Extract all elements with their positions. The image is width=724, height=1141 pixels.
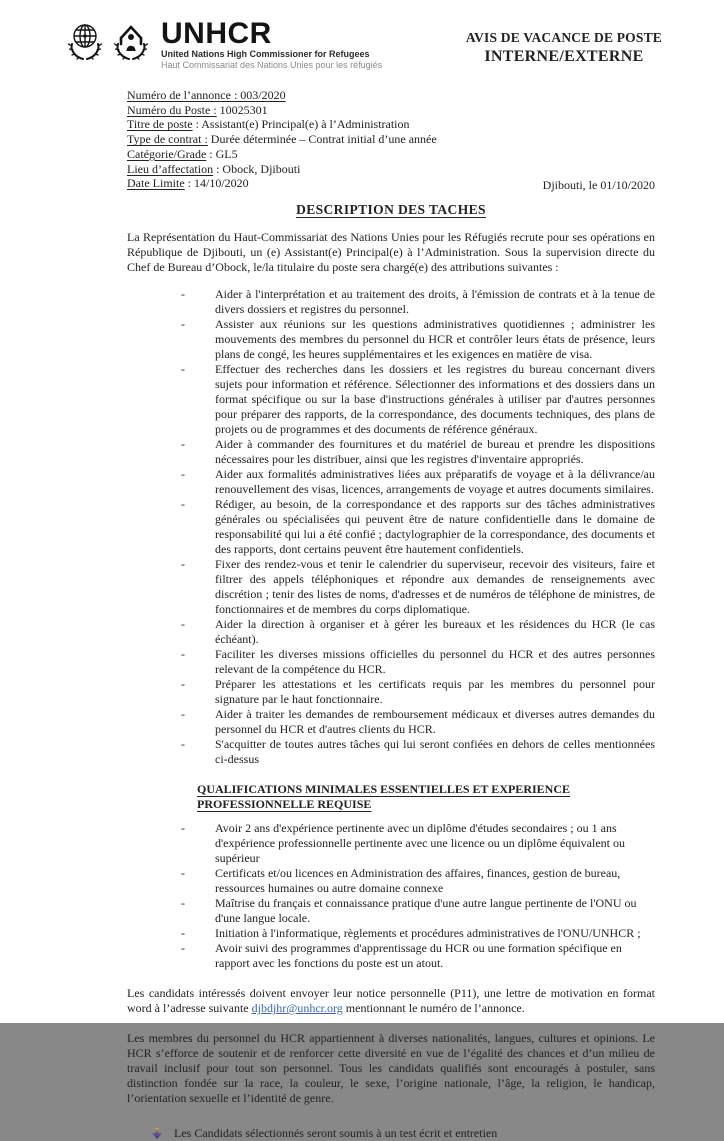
task-item: - Fixer des rendez-vous et tenir le calendrier du superviseur, recevoir des visiteurs, faire et filtrer des appels téléphoniques et répondre aux demandes de renseignements avec discrétion ; tenir des listes de noms, d'adresses et de numéros de téléphone de ministres, de fonctionnaires et de membres du corps diplomatique.: [127, 557, 655, 617]
meta-field-label: Numéro du Poste :: [127, 102, 217, 117]
apply-text-before: Les candidats intéressés doivent envoyer leur notice personnelle (P11), une lettre de motivation en format word à l’adresse suivante: [127, 986, 655, 1015]
qualification-item: - Avoir suivi des programmes d'apprentissage du HCR ou une formation spécifique en rapport avec les fonctions du poste est un atout.: [127, 941, 655, 971]
qualification-item: - Certificats et/ou licences en Administration des affaires, finances, gestion de bureau, ressources humaines ou autre domaine connexe: [127, 866, 655, 896]
meta-field: [127, 117, 655, 132]
meta-field-value: 10025301: [216, 102, 268, 117]
meta-field: [127, 132, 655, 147]
page-header: [65, 17, 684, 70]
meta-field: [127, 88, 655, 103]
section-title-description: DESCRIPTION DES TACHES: [296, 202, 486, 217]
task-item: - Préparer les attestations et les certificats requis par les membres du personnel pour signature par le haut fonctionnaire.: [127, 677, 655, 707]
task-item: - Assister aux réunions sur les questions administratives quotidiennes ; administrer les mouvements des membres du personnel du HCR et contrôler leurs états de présence, leurs plans de congé, les heures supplémentaires et les exigences en matière de visa.: [127, 317, 655, 362]
email-link[interactable]: djbdjhr@unhcr.org: [251, 1001, 343, 1015]
meta-field-value: Durée déterminée – Contrat initial d’une année: [207, 132, 437, 147]
task-item: - Aider à commander des fournitures et du matériel de bureau et prendre les dispositions nécessaires pour les distribuer, ainsi que les registres d'inventaire appropriés.: [127, 437, 655, 467]
meta-field-value: : Assistant(e) Principal(e) à l’Administration: [192, 117, 410, 132]
meta-field: [127, 103, 655, 118]
document-title: [466, 30, 662, 70]
intro-paragraph: La Représentation du Haut-Commissariat des Nations Unies pour les Réfugiés recrute pour ses opérations en République de Djibouti, un (e) Assistant(e) Principal(e) à l’Administration. Sous la supervision directe du Chef de Bureau d’Obock, le/la titulaire du poste sera chargé(e) des attributions suivantes :: [127, 230, 655, 274]
dateline: Djibouti, le 01/10/2020: [542, 178, 655, 192]
task-item: - Aider à traiter les demandes de remboursement médicaux et diverses autres demandes du personnel du HCR et d'autres clients du HCR.: [127, 707, 655, 737]
task-item: - Aider la direction à organiser et à gérer les bureaux et les résidences du HCR (le cas échéant).: [127, 617, 655, 647]
task-item: - Aider à l'interprétation et au traitement des droits, à l'émission de contrats et à la tenue de divers dossiers et registres du personnel.: [127, 287, 655, 317]
title-line-1: AVIS DE VACANCE DE POSTE: [465, 30, 662, 45]
unhcr-refugee-icon: [111, 20, 151, 64]
down-arrow-bullet-icon: [152, 1128, 162, 1139]
document-body: [127, 202, 655, 1141]
meta-field-value: : 14/10/2020: [184, 176, 249, 191]
unhcr-wordmark: [161, 17, 383, 70]
qualification-item: - Avoir 2 ans d'expérience pertinente avec un diplôme d'études secondaires ; ou 1 ans d'expérience professionnelle pertinente avec une licence ou un diplôme équivalent ou supérieur: [127, 821, 655, 866]
un-globe-icon: [65, 20, 105, 64]
meta-field: [127, 162, 655, 177]
meta-field-label: Numéro de l’annonce : 003/2020: [127, 88, 286, 102]
meta-field-value: : GL5: [206, 146, 238, 161]
meta-field-label: Catégorie/Grade: [127, 146, 207, 161]
task-item: - S'acquitter de toutes autres tâches qui lui seront confiées en dehors de celles mentionnées ci-dessus: [127, 737, 655, 767]
tasks-list: [127, 287, 655, 767]
meta-field-label: Type de contrat :: [127, 132, 208, 147]
qualification-item: - Initiation à l'informatique, règlements et procédures administratives de l'ONU/UNHCR ;: [127, 926, 655, 941]
diversity-paragraph: Les membres du personnel du HCR appartiennent à diverses nationalités, langues, cultures et opinions. Le HCR s’efforce de soutenir et de renforcer cette diversité en vue de l’égalité des chances et d’un milieu de travail inclusif pour tout son personnel. Tous les candidats qualifiés sont encouragés à postuler, sans distinction fondée sur la race, la couleur, le sexe, l’origine nationale, l’âge, la religion, le handicap, l’orientation sexuelle et l’identité de genre.: [127, 1031, 655, 1105]
meta-field-label: Titre de poste: [127, 117, 193, 132]
qualifications-list: [127, 821, 655, 971]
section-title-qualifications: QUALIFICATIONS MINIMALES ESSENTIELLES ET EXPERIENCE PROFESSIONNELLE REQUISE: [197, 782, 570, 811]
unhcr-subtitle-en: United Nations High Commissioner for Refugees: [161, 49, 370, 59]
task-item: - Faciliter les diverses missions officielles du personnel du HCR et des autres personnes relevant de la compétence du HCR.: [127, 647, 655, 677]
meta-field: [127, 147, 655, 162]
title-line-2: INTERNE/EXTERNE: [484, 48, 644, 65]
task-item: - Rédiger, au besoin, de la correspondance et des rapports sur des tâches administratives générales ou spécialisées qui peuvent être de nature confidentielle dans le domaine de responsabilité qui lui a été confié ; dactylographier de la correspondance, des documents et des rapports, dont certains peuvent être hautement confidentiels.: [127, 497, 655, 557]
task-item: - Aider aux formalités administratives liées aux préparatifs de voyage et à la délivrance/au renouvellement des visas, licences, arrangements de voyage et autres documents similaires.: [127, 467, 655, 497]
vacancy-meta: [127, 88, 655, 191]
task-item: - Effectuer des recherches dans les dossiers et les registres du bureau concernant divers sujets pour information et référence. Sélectionner des informations et des dossiers dans un format spécifique ou sur la base d'instructions générales à utiliser par d'autres personnes pour préparer des rapports, de la correspondance, des documents techniques, des plans de projets ou de programmes et des documents de référence généraux.: [127, 362, 655, 437]
selection-note: [127, 1126, 655, 1141]
meta-field-label: Date Limite: [127, 176, 185, 191]
qualification-item: - Maîtrise du français et connaissance pratique d'une autre langue pertinente de l'ONU ou d'une langue locale.: [127, 896, 655, 926]
unhcr-acronym: UNHCR: [161, 17, 272, 50]
meta-field-label: Lieu d’affectation: [127, 161, 214, 176]
unhcr-logo: [65, 17, 383, 70]
apply-text-after: mentionnant le numéro de l’annonce.: [342, 1001, 525, 1015]
selection-note-text: Les Candidats sélectionnés seront soumis à un test écrit et entretien: [174, 1126, 498, 1140]
apply-paragraph: [127, 986, 655, 1016]
unhcr-subtitle-fr: Haut Commissariat des Nations Unies pour les réfugiés: [161, 60, 383, 70]
meta-field-value: : Obock, Djibouti: [213, 161, 301, 176]
